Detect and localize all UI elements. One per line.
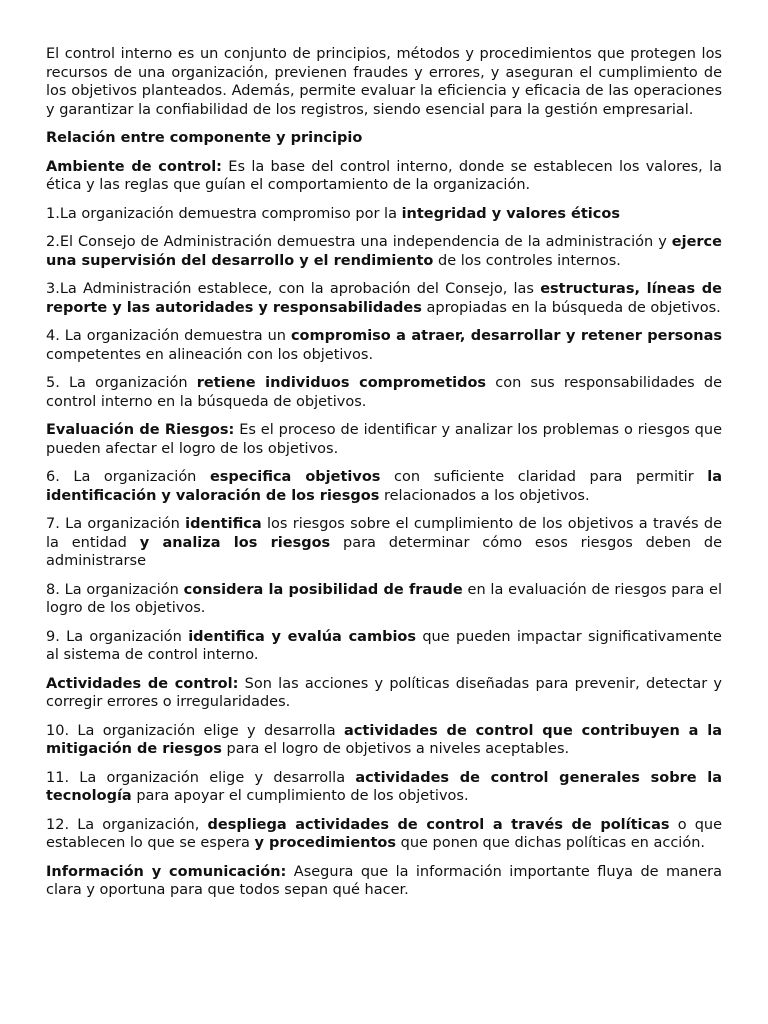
principle-text: 11. La organización elige y desarrolla xyxy=(46,769,356,786)
principle-emphasis: considera la posibilidad de fraude xyxy=(183,581,463,598)
principle-item xyxy=(46,468,722,505)
principle-text: para el logro de objetivos a niveles aceptables. xyxy=(221,741,570,757)
principle-item xyxy=(46,628,722,665)
principle-item xyxy=(46,280,722,317)
principle-item xyxy=(46,205,722,224)
principle-text: en la evaluación de riesgos para el logro de los objetivos. xyxy=(46,581,722,616)
component-title: Evaluación de Riesgos: xyxy=(46,422,235,438)
principle-emphasis: la identificación y valoración de los riesgos xyxy=(46,469,722,504)
principle-emphasis: identifica y evalúa cambios xyxy=(188,628,417,645)
component-paragraph xyxy=(46,158,722,195)
principle-item xyxy=(46,233,722,270)
principle-text: 5. La organización xyxy=(46,375,197,391)
principle-emphasis: actividades de control generales sobre la tecnología xyxy=(46,769,722,804)
principle-text: 12. La organización, xyxy=(46,816,208,833)
principle-text: 6. La organización xyxy=(46,469,210,485)
principle-text: apropiadas en la búsqueda de objetivos. xyxy=(421,299,721,316)
intro-paragraph: El control interno es un conjunto de principios, métodos y procedimientos que protegen los recursos de una organización, previenen fraudes y errores, y aseguran el cumplimiento de los objetivos planteados. Además, permite evaluar la eficiencia y eficacia de las operaciones y garantizar la confiabilidad de los registros, siendo esencial para la gestión empresarial. xyxy=(46,46,722,118)
principle-text: de los controles internos. xyxy=(433,252,621,269)
component-title: Información y comunicación: xyxy=(46,863,287,880)
principle-text: los riesgos sobre el cumplimiento de los objetivos a través de la entidad xyxy=(46,516,723,551)
principle-emphasis: retiene individuos comprometidos xyxy=(196,375,487,391)
component-title: Ambiente de control: xyxy=(46,158,222,175)
principle-emphasis: actividades de control que contribuyen a la mitigación de riesgos xyxy=(46,722,722,757)
principle-text: relacionados a los objetivos. xyxy=(379,487,590,504)
principle-emphasis: y analiza los riesgos xyxy=(139,534,331,551)
principle-item xyxy=(46,374,722,411)
principle-text: 3.La Administración establece, con la aprobación del Consejo, las xyxy=(46,281,541,297)
section-heading: Relación entre componente y principio xyxy=(46,130,363,146)
principle-text: 1.La organización demuestra compromiso por la xyxy=(46,205,402,222)
components-list xyxy=(46,158,722,900)
principle-text: 9. La organización xyxy=(46,628,189,645)
principle-text: con sus responsabilidades de control interno en la búsqueda de objetivos. xyxy=(46,375,723,410)
principle-emphasis: despliega actividades de control a través de políticas xyxy=(207,816,670,833)
principle-emphasis: y procedimientos xyxy=(254,835,396,851)
principle-text: 7. La organización xyxy=(46,516,186,532)
principle-item xyxy=(46,515,722,571)
principle-emphasis: integridad y valores éticos xyxy=(401,205,620,222)
principle-text: competentes en alineación con los objetivos. xyxy=(46,346,374,363)
principle-emphasis: estructuras, líneas de reporte y las autoridades y responsabilidades xyxy=(46,281,722,316)
principle-item xyxy=(46,327,722,364)
principle-text: con suficiente claridad para permitir xyxy=(380,469,708,485)
principle-text: 2.El Consejo de Administración demuestra una independencia de la administración y xyxy=(46,234,672,250)
component-description: Son las acciones y políticas diseñadas para prevenir, detectar y corregir errores o irregularidades. xyxy=(46,675,722,710)
principle-emphasis: ejerce una supervisión del desarrollo y el rendimiento xyxy=(46,234,722,269)
principle-text: o que establecen lo que se espera xyxy=(46,816,723,851)
principle-emphasis: compromiso a atraer, desarrollar y retener personas xyxy=(290,328,723,344)
principle-text: 10. La organización elige y desarrolla xyxy=(46,722,345,739)
component-title: Actividades de control: xyxy=(46,675,239,692)
principle-text: 4. La organización demuestra un xyxy=(46,328,291,344)
principle-emphasis: identifica xyxy=(185,516,262,532)
component-description: Es el proceso de identificar y analizar los problemas o riesgos que pueden afectar el logro de los objetivos. xyxy=(46,422,722,457)
principle-item xyxy=(46,816,722,853)
component-paragraph xyxy=(46,863,722,900)
principle-text: que pueden impactar significativamente al sistema de control interno. xyxy=(46,628,722,663)
principle-emphasis: especifica objetivos xyxy=(209,469,381,485)
principle-text: 8. La organización xyxy=(46,581,184,598)
component-description: Asegura que la información importante fluya de manera clara y oportuna para que todos sepan qué hacer. xyxy=(46,863,722,898)
principle-text: para determinar cómo esos riesgos deben de administrarse xyxy=(46,534,722,569)
principle-item xyxy=(46,769,722,806)
document-body xyxy=(46,45,722,910)
component-description: Es la base del control interno, donde se establecen los valores, la ética y las reglas que guían el comportamiento de la organización. xyxy=(46,158,723,193)
component-paragraph xyxy=(46,421,722,458)
principle-text: que ponen que dichas políticas en acción. xyxy=(396,835,706,851)
principle-item xyxy=(46,722,722,759)
principle-item xyxy=(46,581,722,618)
principle-text: para apoyar el cumplimiento de los objetivos. xyxy=(131,788,469,804)
component-paragraph xyxy=(46,675,722,712)
